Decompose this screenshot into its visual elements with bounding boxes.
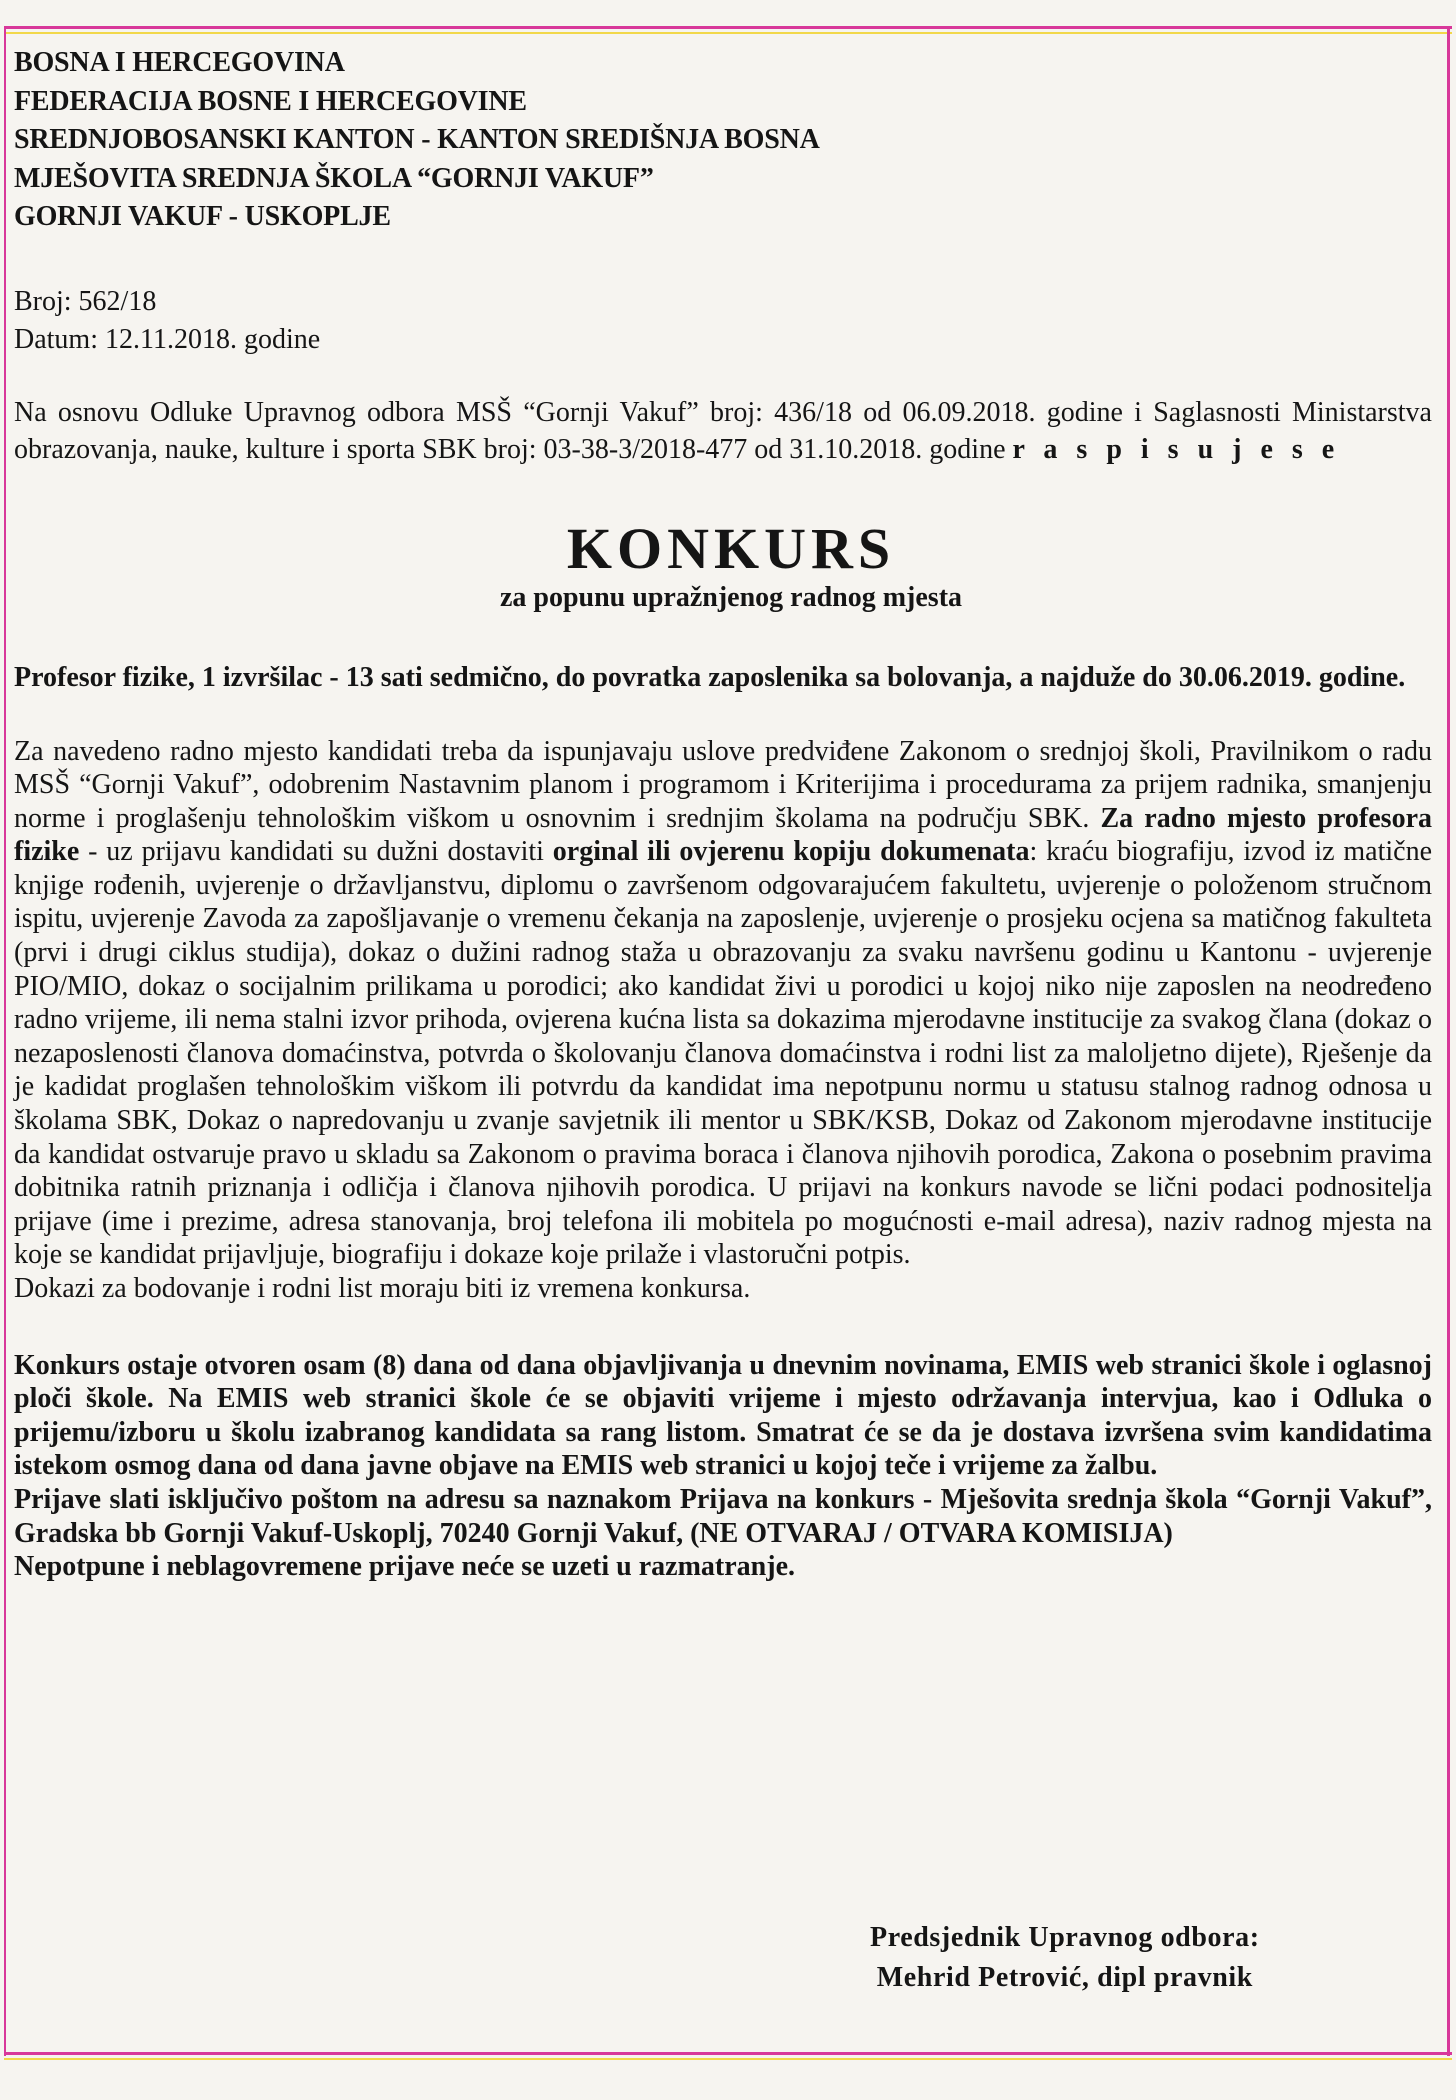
page-title: KONKURS: [566, 515, 896, 581]
requirements-bold-documents: orginal ili ovjerenu kopiju dokumenata: [552, 836, 1030, 868]
left-border-rule: [4, 26, 6, 2056]
signature-name: Mehrid Petrović, dipl pravnik: [876, 1962, 1253, 1993]
evidence-note: Dokazi za bodovanje i rodni list moraju biti iz vremena konkursa.: [14, 1273, 751, 1304]
page-subtitle: za popunu upražnjenog radnog mjesta: [499, 581, 963, 613]
incomplete-note: Nepotpune i neblagovremene prijave neće se uzeti u razmatranje.: [14, 1551, 795, 1583]
header-line-country: BOSNA I HERCEGOVINA: [14, 47, 345, 78]
header-line-federation: FEDERACIJA BOSNE I HERCEGOVINE: [14, 85, 527, 117]
intro-text: Na osnovu Odluke Upravnog odbora MSŠ “Gornji Vakuf” broj: 436/18 od 06.09.2018. godine i Saglasnosti Ministarstva obrazovanja, nauke, kulture i sporta SBK broj: 03-38-3/2018-477 od 31.10.2018. godine: [14, 396, 1432, 465]
document-content: [14, 44, 1432, 1584]
header-line-canton: SREDNJOBOSANSKI KANTON - KANTON SREDIŠNJA BOSNA: [14, 124, 820, 155]
institution-header: [14, 44, 1432, 237]
top-border-rule: [4, 26, 1452, 29]
requirements-mid: - uz prijavu kandidati su dužni dostaviti: [88, 836, 544, 868]
header-line-city: GORNJI VAKUF - USKOPLJE: [14, 201, 391, 232]
intro-paragraph: [14, 394, 1432, 468]
intro-announcement: r a s p i s u j e s e: [1012, 433, 1341, 465]
requirements-bold-position: Za radno mjesto profesora fizike: [14, 802, 1433, 868]
submission-address: Prijave slati isključivo poštom na adresu sa naznakom Prijava na konkurs - Mješovita srednja škola “Gornji Vakuf”, Gradska bb Gornji Vakuf-Uskoplj, 70240 Gornji Vakuf, (NE OTVARAJ / OTVARA KOMISIJA): [14, 1483, 1432, 1549]
deadline-text: Konkurs ostaje otvoren osam (8) dana od dana objavljivanja u dnevnim novinama, EMIS web stranici škole i oglasnoj ploči škole. Na EMIS web stranici škole će se objaviti vrijeme i mjesto održavanja intervjua, kao i Odluka o prijemu/izboru u školu izabranog kandidata sa rang listom. Smatrat će se da je dostava izvršena svim kandidatima istekom osmog dana od dana javne objave na EMIS web stranici u kojoj teče i vrijeme za žalbu.: [14, 1349, 1432, 1482]
signature-role: Predsjednik Upravnog odbora:: [870, 1922, 1260, 1953]
position-description: Profesor fizike, 1 izvršilac - 13 sati sedmično, do povratka zaposlenika sa bolovanja, a najduže do 30.06.2019. godine.: [14, 661, 1406, 693]
document-meta: [14, 283, 1432, 359]
document-number: Broj: 562/18: [14, 285, 157, 317]
signature-block: [870, 1918, 1260, 1998]
right-border-rule: [1447, 26, 1450, 2056]
bottom-border-rule: [4, 2052, 1452, 2055]
document-date: Datum: 12.11.2018. godine: [14, 323, 321, 355]
header-line-school: MJEŠOVITA SREDNJA ŠKOLA “GORNJI VAKUF”: [14, 162, 654, 194]
closing-paragraph: [14, 1349, 1432, 1584]
requirements-intro: Za navedeno radno mjesto kandidati treba da ispunjavaju uslove predviđene Zakonom o srednjoj školi, Pravilnikom o radu MSŠ “Gornji Vakuf”, odobrenim Nastavnim planom i programom i Kriterijima i procedurama za prijem radnika, smanjenju norme i proglašenju tehnološkim viškom u osnovnim i srednjim školama na području SBK.: [14, 735, 1432, 834]
requirements-list: : kraću biografiju, izvod iz matične knjige rođenih, uvjerenje o državljanstvu, diplomu o završenom odgovarajućem fakultetu, uvjerenje o položenom stručnom ispitu, uvjerenje Zavoda za zapošljavanje o vremenu čekanja na zaposlenje, uvjerenje o prosjeku ocjena sa matičnog fakulteta (prvi i drugi ciklus studija), dokaz o dužini radnog staža u obrazovanju za svaku navršenu godinu u Kantonu - uvjerenje PIO/MIO, dokaz o socijalnim prilikama u porodici; ako kandidat živi u porodici u kojoj niko nije zaposlen na neodređeno radno vrijeme, ili nema stalni izvor prihoda, ovjerena kućna lista sa dokazima mjerodavne institucije za svakog člana (dokaz o nezaposlenosti članova domaćinstva, potvrda o školovanju članova domaćinstva i rodni list za maloljetno dijete), Rješenje da je kadidat proglašen tehnološkim viškom ili potvrdu da kandidat ima nepotpunu normu u statusu stalnog radnog odnosa u školama SBK, Dokaz o napredovanju u zvanje savjetnik ili mentor u SBK/KSB, Dokaz od Zakonom mjerodavne institucije da kandidat ostvaruje pravo u skladu sa Zakonom o pravima boraca i članova njihovih porodica, Zakona o posebnim pravima dobitnika ratnih priznanja i odličja i članova njihovih porodica. U prijavi na konkurs navode se lični podaci podnositelja prijave (ime i prezime, adresa stanovanja, broj telefona ili mobitela po mogućnosti e-mail adresa), naziv radnog mjesta na koje se kandidat prijavljuje, biografiju i dokaze koje prilaže i vlastoručni potpis.: [14, 836, 1433, 1271]
requirements-paragraph: [14, 735, 1432, 1306]
